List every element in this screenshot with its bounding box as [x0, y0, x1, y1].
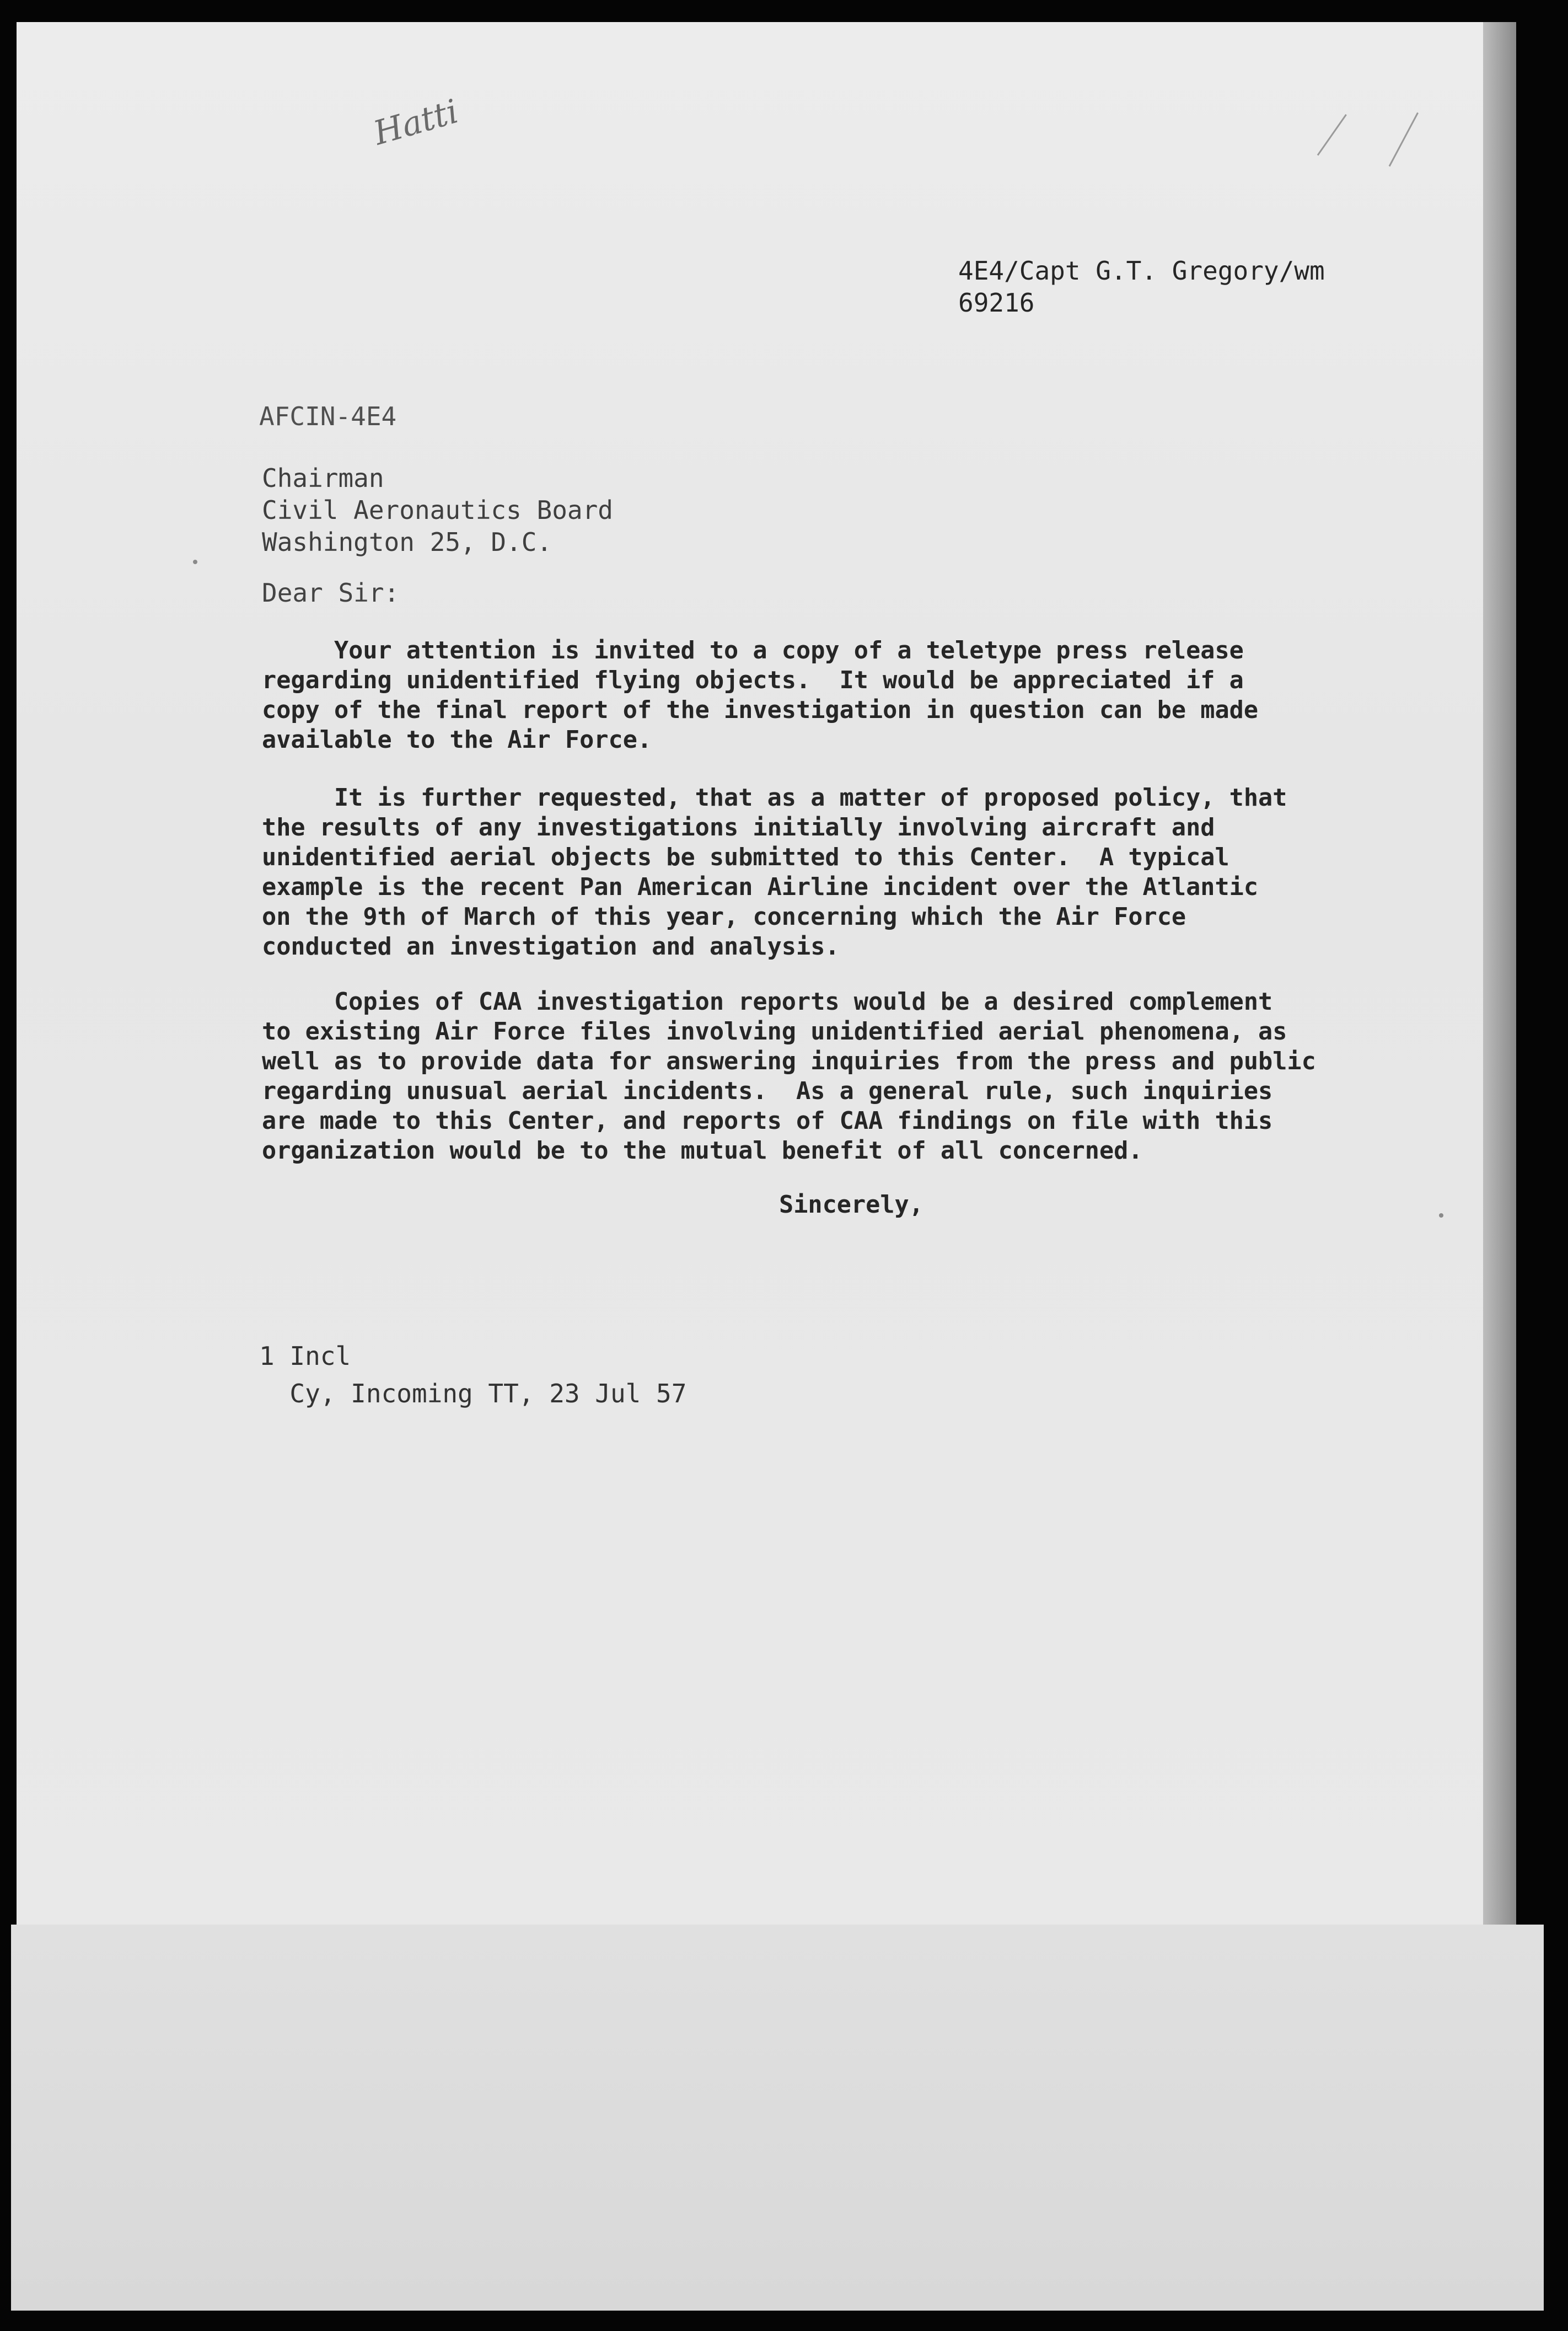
handwritten-mark: Hatti: [369, 92, 463, 153]
reference-phone: 69216: [958, 288, 1035, 318]
paper-speck: [1439, 1213, 1443, 1218]
recipient-address: [262, 462, 613, 558]
enclosure-block: [259, 1337, 686, 1412]
body-paragraph-1: Your attention is invited to a copy of a teletype press release regarding unidentified flying objects. It would be appreciated if a copy of the final report of the investigation in question can be made available to the Air Force.: [262, 637, 1259, 754]
body-paragraph-2: It is further requested, that as a matter of proposed policy, that the results of any investigations initially involving aircraft and unidentified aerial objects be submitted to this Center. A typical example is the recent Pan American Airline incident over the Atlantic on the 9th of March of this year, concerning which the Air Force conducted an investigation and analysis.: [262, 784, 1287, 961]
salutation: Dear Sir:: [262, 578, 400, 608]
address-line-1: Chairman: [262, 463, 384, 493]
enclosure-count: 1 Incl: [259, 1341, 351, 1371]
address-line-3: Washington 25, D.C.: [262, 527, 552, 557]
enclosure-description: Cy, Incoming TT, 23 Jul 57: [259, 1379, 687, 1408]
closing: Sincerely,: [779, 1191, 923, 1219]
office-symbol: AFCIN-4E4: [259, 401, 397, 431]
address-line-2: Civil Aeronautics Board: [262, 495, 613, 525]
body-paragraph-3: Copies of CAA investigation reports would be a desired complement to existing Air Force files involving unidentified aerial phenomena, as well as to provide data for answering inquiries from the press and public regarding unusual aerial incidents. As a general rule, such inquiries are made to this Center, and reports of CAA findings on file with this organization would be to the mutual benefit of all concerned.: [262, 988, 1316, 1165]
paper-speck: [193, 560, 197, 564]
underlying-sheet: [11, 1925, 1544, 2311]
reference-initials: 4E4/Capt G.T. Gregory/wm: [958, 256, 1325, 286]
page-edge-shadow: [1483, 22, 1516, 1925]
reference-block: [958, 255, 1325, 319]
